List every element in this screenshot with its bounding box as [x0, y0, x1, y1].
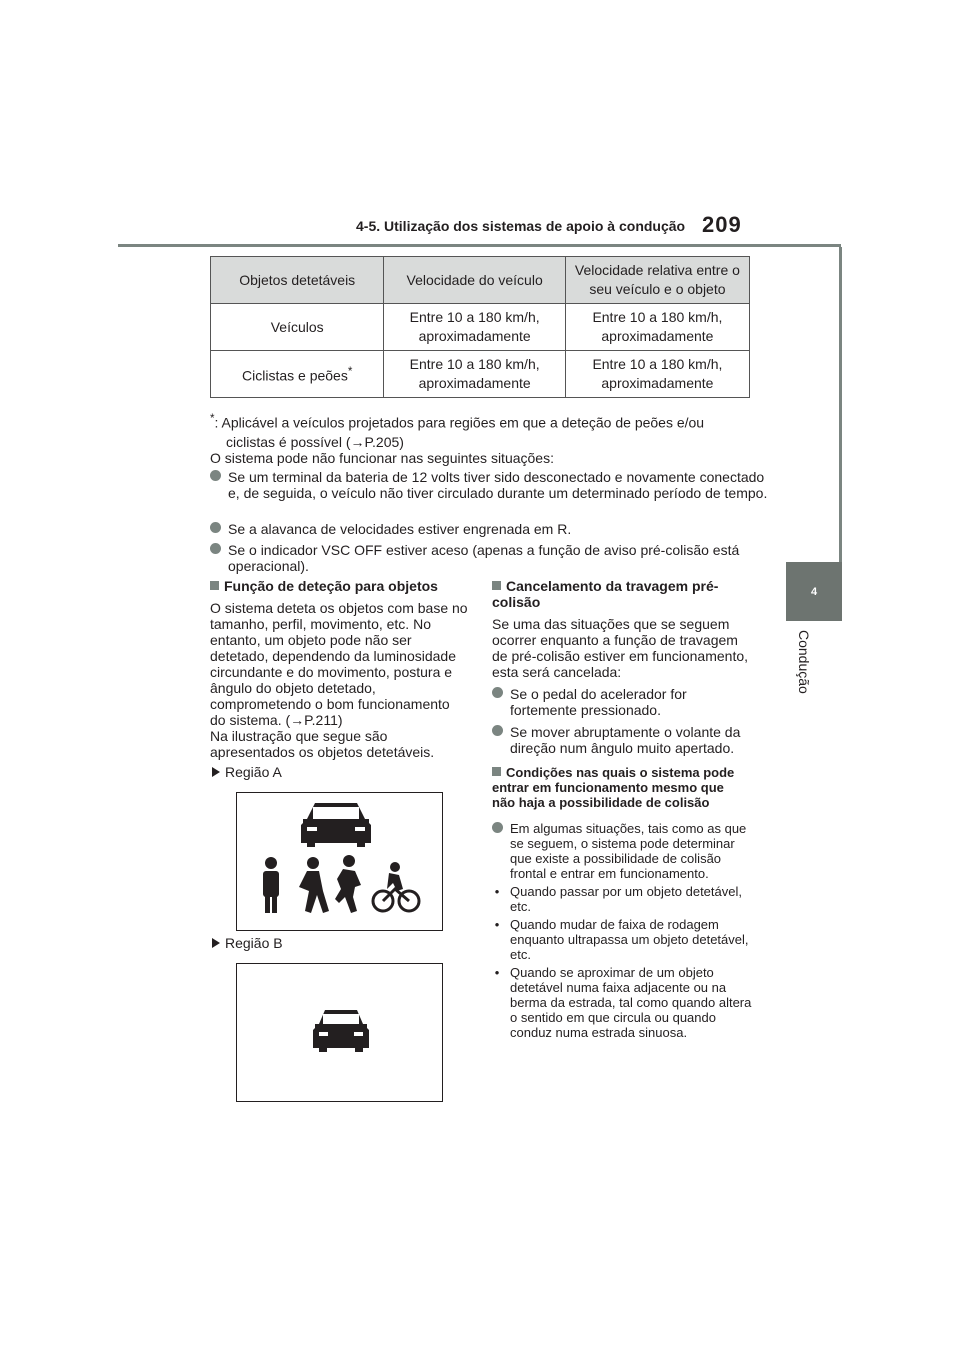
- triangle-bullet-icon: [212, 938, 220, 948]
- table-cell: [211, 351, 384, 398]
- list-item-text: Se o pedal do acelerador for fortemente pressionado.: [510, 686, 687, 718]
- dash-item: [492, 884, 752, 914]
- detection-paragraph: O sistema deteta os objetos com base no tamanho, perfil, movimento, etc. No entanto, um objeto pode não ser detetado, dependendo da luminosidade circundante e do movimento, postura e ângulo do objeto detetado, comprometendo o bom funcionamento do sistema. (→P.211) Na ilustração que segue são apresentados os objetos detetáveis.: [210, 600, 468, 760]
- table-cell: Entre 10 a 180 km/h, aproximadamente: [565, 351, 749, 398]
- table-header: Velocidade relativa entre o seu veículo e o objeto: [565, 257, 749, 304]
- region-a-label: Região A: [212, 764, 282, 780]
- table-row: [211, 351, 750, 398]
- footnote: [210, 409, 770, 452]
- table-cell: Veículos: [211, 304, 384, 351]
- table-row: [211, 304, 750, 351]
- list-item: [210, 521, 768, 537]
- car-icon: [237, 964, 442, 1101]
- footnote-text: : Aplicável a veículos projetados para regiões em que a deteção de peões e/ou: [214, 414, 705, 431]
- dash-item-text: Quando mudar de faixa de rodagem enquanto ultrapassa um objeto detetável, etc.: [510, 917, 749, 962]
- detectable-objects-table: [210, 256, 750, 398]
- list-item: [210, 469, 768, 501]
- dash-marker: •: [494, 965, 500, 980]
- dash-item: [492, 917, 752, 962]
- section-heading-conditions: Condições nas quais o sistema pode entrar em funcionamento mesmo que não haja a possibilidade de colisão: [492, 765, 735, 810]
- header-rule: [118, 244, 841, 247]
- chapter-tab[interactable]: 4: [786, 562, 842, 621]
- list-item: [492, 821, 752, 881]
- list-item-text: Se um terminal da bateria de 12 volts tiver sido desconectado e novamente conectado e, de seguida, o veículo não tiver circulado durante um determinado período de tempo.: [228, 469, 768, 501]
- list-item-text: Se o indicador VSC OFF estiver aceso (apenas a função de aviso pré-colisão está operacional).: [228, 542, 740, 574]
- car-pedestrian-cyclist-icon: [237, 793, 442, 930]
- region-b-illustration: [236, 963, 443, 1102]
- table-cell: Entre 10 a 180 km/h, aproximadamente: [384, 351, 565, 398]
- region-a-illustration: [236, 792, 443, 931]
- list-item: [210, 542, 768, 574]
- table-cell: Entre 10 a 180 km/h, aproximadamente: [384, 304, 565, 351]
- list-item: [492, 686, 752, 718]
- section-heading-cancel: Cancelamento da travagem pré-colisão: [492, 578, 719, 610]
- footnote-marker: *: [347, 365, 353, 379]
- bullet-icon: [210, 543, 221, 554]
- dash-item-text: Quando passar por um objeto detetável, etc.: [510, 884, 742, 914]
- section-heading-detection: Função de deteção para objetos: [210, 578, 470, 594]
- bullet-icon: [210, 522, 221, 533]
- table-cell: Entre 10 a 180 km/h, aproximadamente: [565, 304, 749, 351]
- table-header-row: [211, 257, 750, 304]
- list-item-text: Se a alavanca de velocidades estiver engrenada em R.: [228, 521, 572, 537]
- intro-text: O sistema pode não funcionar nas seguintes situações:: [210, 450, 554, 466]
- page-number: 209: [702, 212, 742, 237]
- bullet-icon: [492, 725, 503, 736]
- triangle-bullet-icon: [212, 767, 220, 777]
- side-bar: [839, 247, 842, 564]
- bullet-icon: [492, 687, 503, 698]
- footnote-text-cont[interactable]: ciclistas é possível (→P.205): [226, 433, 404, 450]
- chapter-label: Condução: [796, 630, 812, 694]
- table-cell-text: Ciclistas e peões: [242, 367, 348, 384]
- footnote-mark: *: [210, 412, 215, 425]
- dash-item: [492, 965, 752, 1040]
- list-item-text: Se mover abruptamente o volante da direção num ângulo muito apertado.: [510, 724, 741, 756]
- section-title: 4-5. Utilização dos sistemas de apoio à condução: [356, 218, 686, 234]
- table-header: Objetos detetáveis: [211, 257, 384, 304]
- list-item: [492, 724, 752, 756]
- square-bullet-icon: [210, 581, 219, 590]
- dash-item-text: Quando se aproximar de um objeto detetável numa faixa adjacente ou na berma da estrada, tal como quando altera o sentido em que circula ou quando conduz numa estrada sinuosa.: [510, 965, 752, 1040]
- dash-marker: •: [494, 884, 500, 899]
- square-bullet-icon: [492, 767, 501, 776]
- region-b-label: Região B: [212, 935, 283, 951]
- square-bullet-icon: [492, 581, 501, 590]
- bullet-icon: [210, 470, 221, 481]
- list-item-text: Em algumas situações, tais como as que se seguem, o sistema pode determinar que existe a possibilidade de colisão frontal e entrar em funcionamento.: [510, 821, 747, 881]
- table-header: Velocidade do veículo: [384, 257, 565, 304]
- cancel-paragraph: Se uma das situações que se seguem ocorrer enquanto a função de travagem de pré-colisão estiver em funcionamento, esta será cancelada:: [492, 616, 749, 680]
- dash-marker: •: [494, 917, 500, 932]
- bullet-icon: [492, 822, 503, 833]
